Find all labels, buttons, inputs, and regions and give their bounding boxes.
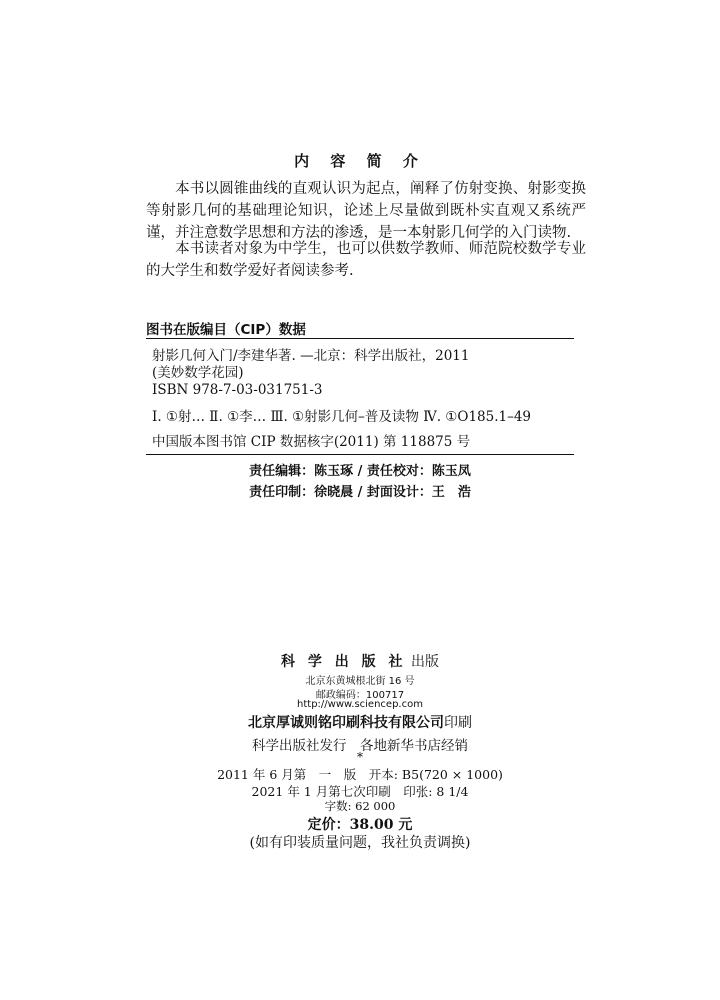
- cip-line-classification: Ⅰ. ①射… Ⅱ. ①李… Ⅲ. ①射影几何–普及读物 Ⅳ. ①O185.1–49: [152, 409, 532, 425]
- summary-paragraph-1: [146, 178, 586, 244]
- separator-star: *: [357, 750, 363, 764]
- publisher-address: 北京东黄城根北街 16 号: [305, 676, 415, 687]
- edition-line-1: 2011 年 6 月第 一 版 开本: B5(720 × 1000): [217, 767, 503, 782]
- summary-paragraph-1-text: 本书以圆锥曲线的直观认识为起点，阐释了仿射变换、射影变换等射影几何的基础理论知识，论述上尽量做到既朴实直观又系统严谨，并注意数学思想和方法的渗透，是一本射影几何学的入门读物.: [146, 181, 586, 241]
- distribution-line: 科学出版社发行 各地新华书店经销: [252, 738, 468, 754]
- summary-paragraph-2-text: 本书读者对象为中学生，也可以供数学教师、师范院校数学专业的大学生和数学爱好者阅读参考.: [146, 241, 586, 279]
- staff-production: 责任印制：徐晓晨 / 封面设计：王 浩: [249, 485, 471, 500]
- publisher-line: [0, 651, 720, 671]
- summary-paragraph-2: [146, 238, 586, 282]
- quality-note: (如有印装质量问题，我社负责调换): [249, 835, 471, 851]
- cip-title: 图书在版编目（CIP）数据: [146, 322, 306, 338]
- price: 定价：38.00 元: [307, 817, 413, 833]
- cip-bottom-rule: [146, 454, 574, 455]
- publisher-name: 科 学 出 版 社: [281, 654, 407, 670]
- publisher-suffix: 出版: [406, 654, 439, 670]
- cip-line-isbn: ISBN 978-7-03-031751-3: [152, 382, 323, 398]
- cip-line-series: (美妙数学花园): [152, 365, 244, 381]
- edition-line-2: 2021 年 1 月第七次印刷 印张: 8 1/4: [251, 784, 469, 799]
- printer-suffix: 印刷: [444, 715, 472, 731]
- cip-line-title-author: 射影几何入门/李建华著. —北京：科学出版社，2011: [152, 348, 470, 364]
- publisher-url: http://www.sciencep.com: [297, 699, 423, 710]
- summary-heading: 内 容 简 介: [294, 152, 426, 170]
- cip-line-record-number: 中国版本图书馆 CIP 数据核字(2011) 第 118875 号: [152, 434, 471, 450]
- publisher-postcode: 邮政编码：100717: [315, 690, 405, 701]
- printer-name: 北京厚诚则铭印刷科技有限公司: [248, 715, 444, 731]
- cip-top-rule: [146, 338, 574, 339]
- word-count: 字数: 62 000: [324, 799, 396, 813]
- staff-editors: 责任编辑：陈玉琢 / 责任校对：陈玉凤: [249, 464, 471, 479]
- printer-line: [0, 712, 720, 732]
